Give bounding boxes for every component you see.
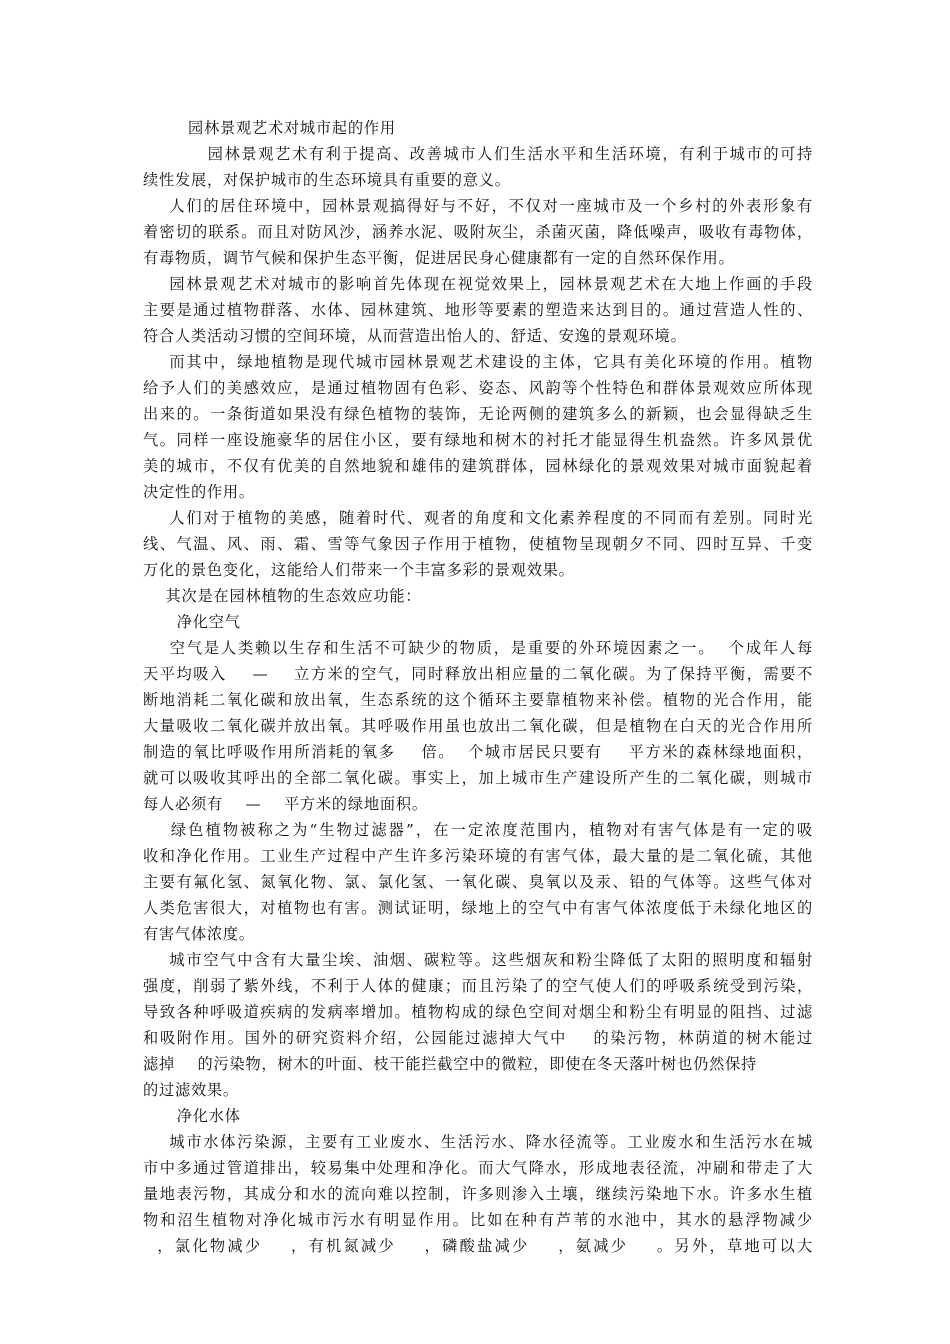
text-line: 出来的。一条街道如果没有绿色植物的装饰，无论两侧的建筑多么的新颖，也会显得缺乏生 bbox=[143, 405, 813, 423]
text-line: 主要是通过植物群落、水体、园林建筑、地形等要素的塑造来达到目的。通过营造人性的、 bbox=[143, 301, 813, 319]
text-line: 制造的氧比呼吸作用所消耗的氧多 倍。 个城市居民只要有 平方米的森林绿地面积， bbox=[143, 743, 813, 761]
text-line: 给予人们的美感效应，是通过植物固有色彩、姿态、风韵等个性特色和群体景观效应所体现 bbox=[143, 379, 813, 397]
text-line: 人们对于植物的美感，随着时代、观者的角度和文化素养程度的不同而有差别。同时光 bbox=[143, 509, 813, 527]
text-line: 人类危害很大，对植物也有害。测试证明，绿地上的空气中有害气体浓度低于未绿化地区的 bbox=[143, 899, 813, 917]
text-line: 城市空气中含有大量尘埃、油烟、碳粒等。这些烟灰和粉尘降低了太阳的照明度和辐射 bbox=[143, 951, 813, 969]
text-line: 导致各种呼吸道疾病的发病率增加。植物构成的绿色空间对烟尘和粉尘有明显的阻挡、过滤 bbox=[143, 1003, 813, 1021]
document-title: 园林景观艺术对城市起的作用 bbox=[143, 119, 396, 137]
text-line: 滤掉 的污染物，树木的叶面、枝干能拦截空中的微粒，即使在冬天落叶树也仍然保持 bbox=[143, 1055, 758, 1073]
text-line: 和吸附作用。国外的研究资料介绍，公园能过滤掉大气中 的染污物，林荫道的树木能过 bbox=[143, 1029, 813, 1047]
text-line: 大量吸收二氧化碳并放出氧。其呼吸作用虽也放出二氧化碳，但是植物在白天的光合作用所 bbox=[143, 717, 813, 735]
text-line: 其次是在园林植物的生态效应功能： bbox=[143, 587, 422, 605]
text-line: 的过滤效果。 bbox=[143, 1081, 239, 1099]
text-line: 量地表污物，其成分和水的流向难以控制，许多则渗入土壤，继续污染地下水。许多水生植 bbox=[143, 1185, 813, 1203]
section-heading: 净化水体 bbox=[143, 1107, 241, 1125]
text-line: 市中多通过管道排出，较易集中处理和净化。而大气降水，形成地表径流，冲刷和带走了大 bbox=[143, 1159, 813, 1177]
text-line: 符合人类活动习惯的空间环境，从而营造出怡人的、舒适、安逸的景观环境。 bbox=[143, 327, 687, 345]
text-line: 气。同样一座设施豪华的居住小区，要有绿地和树木的衬托才能显得生机盎然。许多风景优 bbox=[143, 431, 813, 449]
text-line: 物和沼生植物对净化城市污水有明显作用。比如在种有芦苇的水池中，其水的悬浮物减少 bbox=[143, 1211, 813, 1229]
text-line: 有害气体浓度。 bbox=[143, 925, 255, 943]
text-line: 人们的居住环境中，园林景观搞得好与不好，不仅对一座城市及一个乡村的外表形象有 bbox=[143, 197, 813, 215]
text-line: 美的城市，不仅有优美的自然地貌和雄伟的建筑群体，园林绿化的景观效果对城市面貌起着 bbox=[143, 457, 813, 475]
text-line: 空气是人类赖以生存和生活不可缺少的物质，是重要的外环境因素之一。 个成年人每 bbox=[143, 639, 813, 657]
text-line: 断地消耗二氧化碳和放出氧，生态系统的这个循环主要靠植物来补偿。植物的光合作用，能 bbox=[143, 691, 813, 709]
text-line: 万化的景色变化，这能给人们带来一个丰富多彩的景观效果。 bbox=[143, 561, 575, 579]
text-line: 主要有氟化氢、氮氧化物、氯、氯化氢、一氧化碳、臭氧以及汞、铅的气体等。这些气体对 bbox=[143, 873, 813, 891]
text-line: 强度，削弱了紫外线，不利于人体的健康；而且污染了的空气使人们的呼吸系统受到污染， bbox=[143, 977, 813, 995]
text-line: 着密切的联系。而且对防风沙，涵养水泥、吸附灰尘，杀菌灭菌，降低噪声，吸收有毒物体， bbox=[143, 223, 813, 241]
text-line: ，氯化物减少 ，有机氮减少 ，磷酸盐减少 ，氨减少 。另外，草地可以大 bbox=[143, 1237, 813, 1255]
text-line: 城市水体污染源，主要有工业废水、生活污水、降水径流等。工业废水和生活污水在城 bbox=[143, 1133, 813, 1151]
text-line: 绿色植物被称之为“生物过滤器”，在一定浓度范围内，植物对有害气体是有一定的吸 bbox=[143, 821, 813, 839]
text-line: 每人必须有 — 平方米的绿地面积。 bbox=[143, 795, 428, 813]
text-line: 园林景观艺术有利于提高、改善城市人们生活水平和生活环境，有利于城市的可持 bbox=[143, 145, 813, 163]
text-line: 园林景观艺术对城市的影响首先体现在视觉效果上，园林景观艺术在大地上作画的手段 bbox=[143, 275, 813, 293]
text-line: 线、气温、风、雨、霜、雪等气象因子作用于植物，使植物呈现朝夕不同、四时互异、千变 bbox=[143, 535, 813, 553]
text-line: 天平均吸入 — 立方米的空气，同时释放出相应量的二氧化碳。为了保持平衡，需要不 bbox=[143, 665, 813, 683]
text-line: 收和净化作用。工业生产过程中产生许多污染环境的有害气体，最大量的是二氧化硫，其他 bbox=[143, 847, 813, 865]
text-line: 续性发展，对保护城市的生态环境具有重要的意义。 bbox=[143, 171, 511, 189]
text-line: 而其中，绿地植物是现代城市园林景观艺术建设的主体，它具有美化环境的作用。植物 bbox=[143, 353, 813, 371]
text-line: 决定性的作用。 bbox=[143, 483, 255, 501]
text-line: 就可以吸收其呼出的全部二氧化碳。事实上，加上城市生产建设所产生的二氧化碳，则城市 bbox=[143, 769, 813, 787]
section-heading: 净化空气 bbox=[143, 613, 241, 631]
text-line: 有毒物质，调节气候和保护生态平衡，促进居民身心健康都有一定的自然环保作用。 bbox=[143, 249, 735, 267]
